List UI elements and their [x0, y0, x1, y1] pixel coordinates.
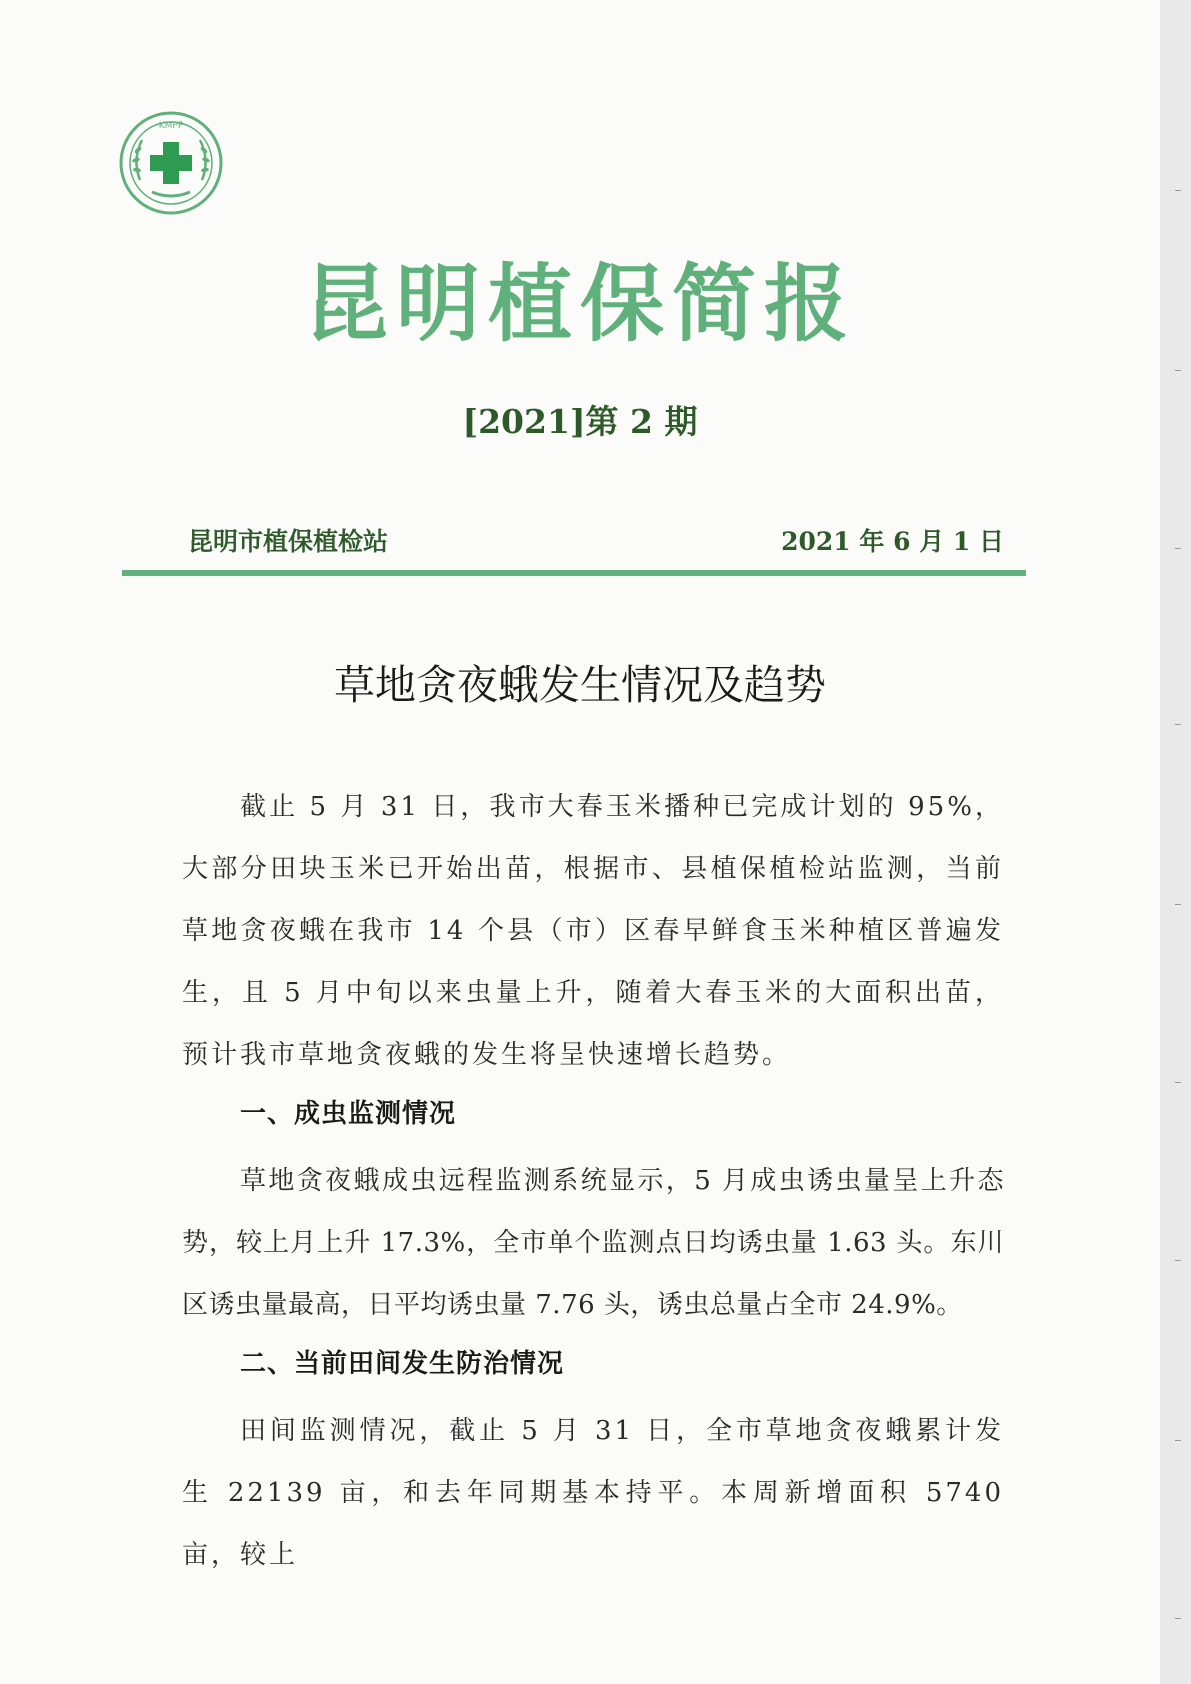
intro-paragraph: 截止 5 月 31 日，我市大春玉米播种已完成计划的 95%，大部分田块玉米已开始出苗，根据市、县植保植检站监测，当前草地贪夜蛾在我市 14 个县（市）区春早鲜食玉米种植区普遍发生，且 5 月中旬以来虫量上升，随着大春玉米的大面积出苗，预计我市草地贪夜蛾的发生将呈快速增长趋势。	[182, 792, 1004, 1070]
publish-date: 2021 年 6 月 1 日	[781, 527, 1004, 556]
section-heading-adult-monitoring: 一、成虫监测情况	[240, 1099, 457, 1129]
section-heading-field-status: 二、当前田间发生防治情况	[240, 1349, 565, 1379]
field-status-paragraph: 田间监测情况，截止 5 月 31 日，全市草地贪夜蛾累计发生 22139 亩，和去年同期基本持平。本周新增面积 5740 亩，较上	[182, 1416, 1004, 1570]
issue-number: [2021]第 2 期	[462, 402, 698, 441]
svg-text:KMPP: KMPP	[158, 121, 184, 131]
adult-monitoring-paragraph: 草地贪夜蛾成虫远程监测系统显示，5 月成虫诱虫量呈上升态势，较上月上升 17.3%，全市单个监测点日均诱虫量 1.63 头。东川区诱虫量最高，日平均诱虫量 7.76 头，诱虫总量占全市 24.9%。	[182, 1166, 1004, 1320]
publisher-org: 昆明市植保植检站	[188, 527, 389, 556]
kmpp-logo	[118, 110, 224, 216]
document-title: 草地贪夜蛾发生情况及趋势	[334, 661, 826, 709]
masthead-title: 昆明植保简报	[303, 255, 856, 353]
header-divider	[122, 570, 1026, 576]
